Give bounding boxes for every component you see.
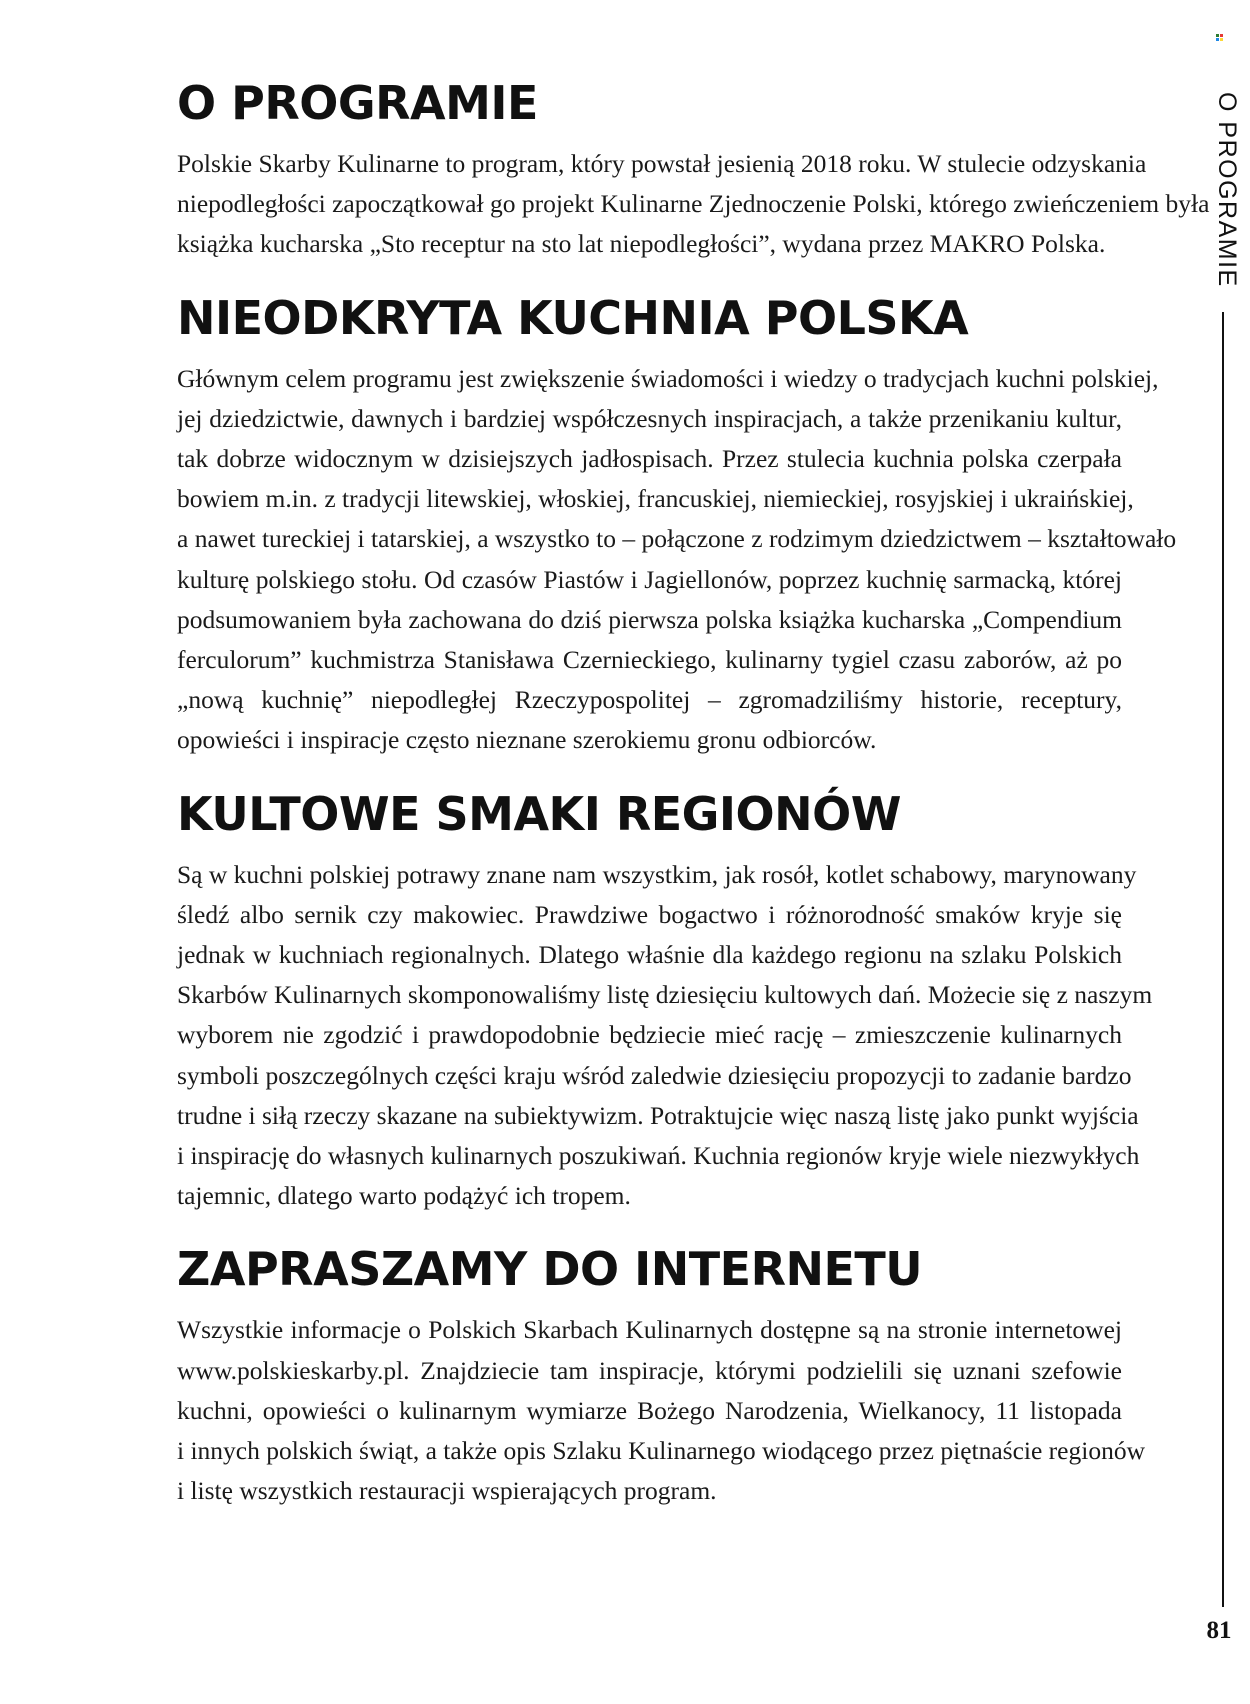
paragraph-line: i inspirację do własnych kulinarnych poszukiwań. Kuchnia regionów kryje wiele niezwykłych: [177, 1141, 1140, 1171]
paragraph-line: www.polskieskarby.pl. Znajdziecie tam inspiracje, którymi podzielili się uznani szefowie: [177, 1355, 1122, 1385]
section-nieodkryta-kuchnia: [177, 287, 1177, 761]
side-divider-rule: [1222, 312, 1224, 1607]
paragraph-line: trudne i siłą rzeczy skazane na subiektywizm. Potraktujcie więc naszą listę jako punkt wyjścia: [177, 1100, 1139, 1130]
section-o-programie: [177, 72, 1210, 265]
paragraph-line: bowiem m.in. z tradycji litewskiej, włoskiej, francuskiej, niemieckiej, rosyjskiej i ukraińskiej,: [177, 484, 1134, 514]
section-heading: ZAPRASZAMY DO INTERNETU: [177, 1242, 923, 1297]
paragraph-line: i innych polskich świąt, a także opis Szlaku Kulinarnego wiodącego przez piętnaście regionów: [177, 1436, 1145, 1466]
paragraph-line: opowieści i inspiracje często nieznane szerokiemu gronu odbiorców.: [177, 725, 877, 755]
paragraph-line: jej dziedzictwie, dawnych i bardziej współczesnych inspiracjach, a także przenikaniu kultur,: [177, 403, 1122, 433]
section-paragraph: [177, 359, 1177, 761]
paragraph-line: podsumowaniem była zachowana do dziś pierwsza polska książka kucharska „Compendium: [177, 604, 1122, 634]
paragraph-line: a nawet tureckiej i tatarskiej, a wszystko to – połączone z rodzimym dziedzictwem – kształtowało: [177, 524, 1177, 554]
paragraph-line: kulturę polskiego stołu. Od czasów Piastów i Jagiellonów, poprzez kuchnię sarmacką, której: [177, 564, 1122, 594]
paragraph-line: tajemnic, dlatego warto podążyć ich tropem.: [177, 1181, 631, 1211]
paragraph-line: symboli poszczególnych części kraju wśród zaledwie dziesięciu propozycji to zadanie bardzo: [177, 1060, 1132, 1090]
section-kultowe-smaki: [177, 783, 1153, 1217]
side-section-label: O PROGRAMIE: [1213, 92, 1241, 288]
section-paragraph: [177, 1310, 1145, 1511]
paragraph-line: tak dobrze widocznym w dzisiejszych jadłospisach. Przez stulecia kuchnia polska czerpała: [177, 444, 1122, 474]
section-paragraph: [177, 855, 1153, 1217]
section-heading: O PROGRAMIE: [177, 76, 538, 130]
article-content: [177, 72, 1210, 1533]
paragraph-line: i listę wszystkich restauracji wspierających program.: [177, 1476, 717, 1506]
paragraph-line: Głównym celem programu jest zwiększenie świadomości i wiedzy o tradycjach kuchni polskiej,: [177, 363, 1159, 393]
paragraph-line: kuchni, opowieści o kulinarnym wymiarze Bożego Narodzenia, Wielkanocy, 11 listopada: [177, 1395, 1122, 1425]
paragraph-line: ferculorum” kuchmistrza Stanisława Czernieckiego, kulinarny tygiel czasu zaborów, aż po: [177, 645, 1122, 675]
paragraph-line: wyborem nie zgodzić i prawdopodobnie będziecie mieć rację – zmieszczenie kulinarnych: [177, 1020, 1122, 1050]
paragraph-line: Wszystkie informacje o Polskich Skarbach Kulinarnych dostępne są na stronie internetowej: [177, 1315, 1122, 1345]
paragraph-line: Polskie Skarby Kulinarne to program, który powstał jesienią 2018 roku. W stulecie odzyskania: [177, 149, 1147, 178]
paragraph-line: śledź albo sernik czy makowiec. Prawdziwe bogactwo i różnorodność smaków kryje się: [177, 899, 1122, 929]
paragraph-line: Skarbów Kulinarnych skomponowaliśmy listę dziesięciu kultowych dań. Możecie się z naszym: [177, 980, 1153, 1010]
section-zapraszamy: [177, 1238, 1145, 1511]
section-paragraph: [177, 144, 1210, 265]
section-heading: NIEODKRYTA KUCHNIA POLSKA: [177, 290, 969, 345]
corner-color-mark-icon: [1216, 34, 1223, 41]
paragraph-line: Są w kuchni polskiej potrawy znane nam wszystkim, jak rosół, kotlet schabowy, marynowany: [177, 859, 1137, 889]
paragraph-line: jednak w kuchniach regionalnych. Dlatego właśnie dla każdego regionu na szlaku Polskich: [177, 940, 1122, 970]
paragraph-line: „nową kuchnię” niepodległej Rzeczypospolitej – zgromadziliśmy historie, receptury,: [177, 685, 1122, 715]
page-number: 81: [1206, 1617, 1232, 1644]
section-heading: KULTOWE SMAKI REGIONÓW: [177, 786, 901, 841]
paragraph-line: książka kucharska „Sto receptur na sto lat niepodległości”, wydana przez MAKRO Polska.: [177, 229, 1106, 259]
paragraph-line: niepodległości zapoczątkował go projekt Kulinarne Zjednoczenie Polski, którego zwieńczeniem była: [177, 189, 1210, 219]
